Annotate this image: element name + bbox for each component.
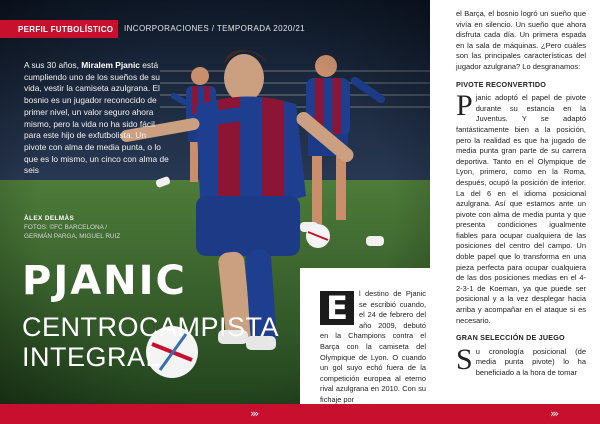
article-paragraph-3-text: janic adoptó el papel de pivote durante su estancia en la Juventus. Y se adaptó fantásticamente bien a la posición, pero la realidad es que ha jugado de media punta gran parte de su carrera deportiva. Tanto en el Olympique de Lyon, primero, como en la Roma, después, ocupó la posición de interior. La del 6 en el idioma posicional azulgrana. Así que estamos ante un pivote con alma de media punta y que presenta condiciones igualmente fiables para ocupar cualquiera de las posiciones del centro del campo. Un doble papel que lo transforma en una pieza perfecta para ocupar cualquiera de las dos posiciones medias en el 4-2-3-1 de Koeman, ya que puede ser posicional y a la vez desplegar hacia arriba y acompañar en el ataque si es necesario. [456, 93, 586, 325]
dropcap-p: P [456, 93, 473, 123]
intro-lead-1: A sus 30 años, [24, 60, 79, 70]
intro-lead-2: está cumpliendo uno de los sueños de su vida, vestir la camiseta azulgrana. El bosnio es un jugador reconocido de primer nivel, un valor seguro ahora mismo, pero la vida no ha sido fácil para este hijo de exfutbolista. Un pivote con alma de media punta, o lo que es lo mismo, un cinco con alma de seis [24, 60, 169, 176]
headline-name: PJANIC [22, 258, 187, 304]
article-paragraph-2: el Barça, el bosnio logró un sueño que vivía en silencio. Un sueño que ahora disfruta cada día. Un primera espada en la sala de máquinas. ¿Pero cuáles son las principales características del jugador azulgrana? Lo desgranamos: [456, 9, 586, 71]
article-paragraph-1 [320, 289, 426, 406]
article-column-1 [300, 268, 430, 404]
byline [24, 214, 120, 241]
footer-bar [0, 404, 600, 424]
section-tag: PERFIL FUTBOLÍSTICO [0, 20, 118, 38]
photo-credits-1: FOTOS: ©FC BARCELONA / [24, 224, 108, 231]
byline-author: ÀLEX DELMÀS [24, 215, 75, 222]
subhead-seleccion: GRAN SELECCIÓN DE JUEGO [456, 333, 565, 343]
article-paragraph-4 [456, 347, 586, 379]
intro-player-name: Miralem Pjanic [81, 60, 140, 70]
photo-credits-2: GERMÁN PARGA, MIGUEL RUIZ [24, 233, 121, 240]
article-paragraph-1-text: l destino de Pjanic se escribió cuando, el 24 de febrero del año 2009, debutó en la Champions contra el Barça con la camiseta del Olympique de Lyon. O cuando un gol suyo echó fuera de la competición europea al eterno rival azulgrana en 2010. Con su fichaje por [320, 289, 426, 404]
chevron-right-icon-2: ››› [550, 407, 558, 420]
article-paragraph-4-text: u cronología posicional (de media punta pivote) lo ha beneficiado a la hora de tomar [475, 346, 586, 377]
article-column-2 [430, 0, 600, 404]
section-subtitle: INCORPORACIONES / TEMPORADA 2020/21 [124, 24, 306, 33]
headline-line-1: CENTROCAMPISTA [22, 312, 280, 342]
subhead-pivote: PIVOTE RECONVERTIDO [456, 79, 547, 89]
headline-line-2: INTEGRAL [22, 342, 162, 372]
headline-subtitle [22, 312, 279, 372]
chevron-right-icon: ››› [250, 407, 258, 420]
dropcap-e: E [320, 291, 354, 325]
article-paragraph-3 [456, 93, 586, 326]
intro-paragraph [24, 60, 170, 177]
dropcap-s: S [456, 346, 473, 376]
